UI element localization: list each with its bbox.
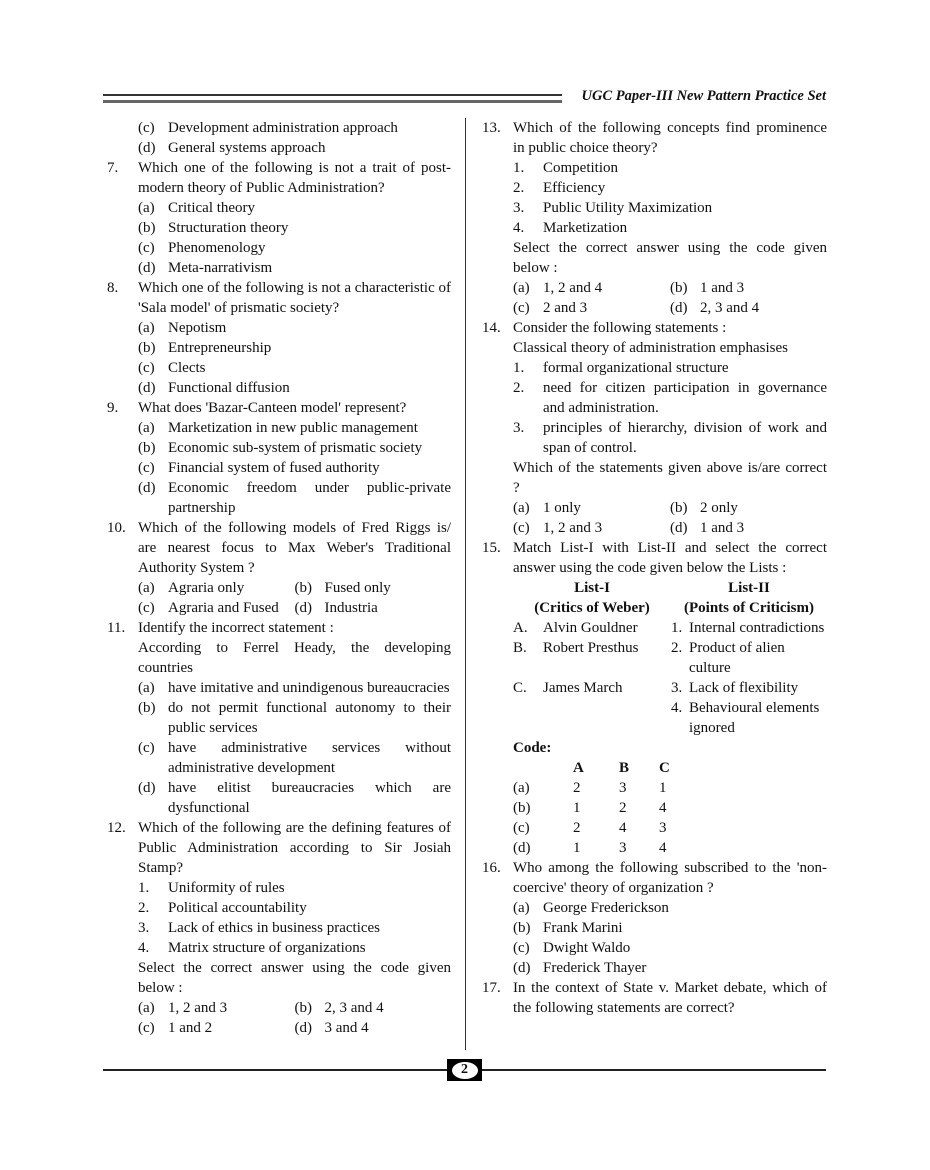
code-cell: 4 [659,840,667,856]
question-text: Which one of the following is not a characteristic of 'Sala model' of prismatic society? [138,280,451,316]
option [295,998,452,1018]
option-text: Dwight Waldo [543,940,631,956]
list-2-label: 2. [671,640,683,656]
option [670,278,827,298]
list-1-item [513,638,671,678]
option [295,578,452,598]
list-1-text: Robert Presthus [543,640,639,656]
question-text: Match List-I with List-II and select the correct answer using the code given below the Lists : [513,540,827,576]
option-text: have administrative services without administrative development [168,740,451,776]
question [107,398,451,518]
code-cell: 1 [573,800,581,816]
code-cell: (c) [513,820,530,836]
option-text: Political accountability [168,900,307,916]
option-text: General systems approach [168,140,326,156]
option-label: (c) [138,740,155,756]
option [138,318,451,338]
option-text: need for citizen participation in governance and administration. [543,380,827,416]
list-1-item [513,678,671,698]
question-text: In the context of State v. Market debate, which of the following statements are correct? [513,980,827,1016]
option [138,438,451,458]
column-divider [465,118,466,1050]
option-text: 2 and 3 [543,300,588,316]
option [513,938,827,958]
option-text: Economic sub-system of prismatic society [168,440,423,456]
option-text: Frank Marini [543,920,623,936]
option [138,198,451,218]
option [295,1018,452,1038]
option-text: Fused only [324,580,391,596]
option [138,698,451,738]
option-text: Financial system of fused authority [168,460,380,476]
option-list [138,878,451,958]
match-table [513,578,827,738]
list-1-item [513,618,671,638]
option-label: (a) [513,500,530,516]
list-2-label: 4. [671,700,683,716]
option-label: (d) [513,960,531,976]
right-column [482,118,827,1018]
option-text: Public Utility Maximization [543,200,713,216]
option [138,478,451,518]
question-number: 10. [107,520,126,536]
question [482,318,827,538]
question-text: Which of the following concepts find prominence in public choice theory? [513,120,827,156]
option-label: (a) [513,280,530,296]
option [138,778,451,818]
option-label: (a) [138,320,155,336]
option [513,498,670,518]
option-label: (a) [138,200,155,216]
question-number: 16. [482,860,501,876]
option [295,598,452,618]
option-label: (b) [670,500,688,516]
option-text: Matrix structure of organizations [168,940,366,956]
question [107,818,451,1038]
question-number: 11. [107,620,126,636]
option [138,378,451,398]
list-1-text: James March [543,680,623,696]
option [138,918,451,938]
option-text: Marketization [543,220,628,236]
option [670,498,827,518]
option-text: Structuration theory [168,220,289,236]
option-label: (c) [138,120,155,136]
left-column [107,118,451,1038]
option-label: (c) [138,240,155,256]
option-label: (d) [138,380,156,396]
question-number: 12. [107,820,126,836]
option-text: Lack of ethics in business practices [168,920,381,936]
code-cell: (d) [513,840,531,856]
option [138,938,451,958]
option-label: (d) [138,140,156,156]
match-row [513,678,827,698]
code-row [513,798,827,818]
option-label: (d) [670,300,688,316]
option-text: Efficiency [543,180,606,196]
option-label: 3. [138,920,150,936]
option-label: 2. [513,380,525,396]
option [138,738,451,778]
list-1-label: C. [513,680,527,696]
code-cell: 1 [573,840,581,856]
option-text: Marketization in new public management [168,420,418,436]
option-label: (a) [138,580,155,596]
list-1-heading: List-I [574,580,610,596]
code-cell: 4 [659,800,667,816]
list-1-label: A. [513,620,528,636]
question-text: Consider the following statements : [513,320,727,336]
option-label: (b) [138,220,156,236]
option [138,118,451,138]
header-rule [103,94,562,96]
option [513,898,827,918]
option-text: Economic freedom under public-private partnership [168,480,451,516]
option [513,158,827,178]
option-label: 1. [513,160,525,176]
option-text: Agraria only [168,580,245,596]
option-text: 1, 2 and 3 [543,520,603,536]
option-label: 3. [513,420,525,436]
option [513,198,827,218]
option [138,218,451,238]
option-text: George Frederickson [543,900,669,916]
option-label: (c) [138,600,155,616]
option [138,258,451,278]
list-2-text: Internal contradictions [689,620,825,636]
option-label: (d) [138,260,156,276]
option-text: Agraria and Fused [168,600,279,616]
question-text: Which one of the following is not a trait of post-modern theory of Public Administration? [138,160,451,196]
question-text: Which of the following are the defining features of Public Administration according to Sir Josiah Stamp? [138,820,451,876]
header-rule [103,100,562,103]
option-text: Uniformity of rules [168,880,285,896]
option-text: Clects [168,360,206,376]
option-text: formal organizational structure [543,360,729,376]
list-1-heading: (Critics of Weber) [534,600,650,616]
option [513,278,670,298]
option [138,418,451,438]
option-text: have elitist bureaucracies which are dysfunctional [168,780,451,816]
option-list [138,418,451,518]
option-label: (c) [138,460,155,476]
option-text: 1 and 3 [700,520,745,536]
option [138,598,295,618]
option-label: (a) [138,420,155,436]
option-label: (d) [138,780,156,796]
list-2-text: Behavioural elements ignored [689,700,820,736]
option-label: (c) [513,300,530,316]
option [670,518,827,538]
option-text: 1 and 3 [700,280,745,296]
question-text: Classical theory of administration emphasises [513,340,788,356]
list-2-text: Product of alien culture [689,640,785,676]
option-text: have imitative and unindigenous bureaucracies [168,680,450,696]
option [138,458,451,478]
option [138,898,451,918]
option-text: Critical theory [168,200,256,216]
option [138,578,295,598]
option [138,138,451,158]
code-cell: 4 [619,820,627,836]
match-header [513,578,827,598]
page-number-badge [447,1059,482,1081]
option [138,238,451,258]
question [482,118,827,318]
option-label: 4. [138,940,150,956]
match-row [513,638,827,678]
option-label: (c) [513,520,530,536]
code-row [513,778,827,798]
question [107,618,451,818]
option-label: (c) [513,940,530,956]
list-1-item [513,698,671,738]
code-row [513,838,827,858]
option-label: (b) [138,700,156,716]
option-text: 2, 3 and 4 [700,300,760,316]
question-text: Who among the following subscribed to the 'non-coercive' theory of organization ? [513,860,827,896]
option-text: 1 only [543,500,581,516]
code-blank [513,758,573,778]
option-label: (d) [138,480,156,496]
option-label: (b) [138,340,156,356]
list-1-label: B. [513,640,527,656]
option-list [513,278,827,318]
option [513,378,827,418]
code-title: Code: [513,740,552,756]
option-text: 3 and 4 [324,1020,369,1036]
question-text: Identify the incorrect statement : [138,620,334,636]
list-1-text: Alvin Gouldner [543,620,638,636]
question-number: 9. [107,400,119,416]
code-cell: 3 [659,820,667,836]
option-text: 1, 2 and 4 [543,280,603,296]
question-number: 14. [482,320,501,336]
question-text: According to Ferrel Heady, the developing countries [138,640,451,676]
option-list [513,498,827,538]
question-text: Select the correct answer using the code given below : [138,960,451,996]
option-label: (d) [294,600,312,616]
page-number: 2 [452,1062,478,1079]
option-text: 1 and 2 [168,1020,213,1036]
match-header [513,598,827,618]
option-label: (d) [294,1020,312,1036]
question [482,858,827,978]
code-cell: 3 [619,780,627,796]
option-label: (b) [294,580,312,596]
list-2-label: 3. [671,680,683,696]
list-2-heading: (Points of Criticism) [684,600,814,616]
option-text: 2, 3 and 4 [324,1000,384,1016]
option [513,218,827,238]
option-text: principles of hierarchy, division of work and span of control. [543,420,827,456]
question-number: 8. [107,280,119,296]
option [513,418,827,458]
list-2-label: 1. [671,620,683,636]
match-row [513,618,827,638]
option [513,918,827,938]
option [138,338,451,358]
option [513,958,827,978]
option-label: (c) [138,1020,155,1036]
option-label: 4. [513,220,525,236]
option [513,298,670,318]
option [513,178,827,198]
option [138,358,451,378]
option-text: Entrepreneurship [168,340,272,356]
running-header: UGC Paper-III New Pattern Practice Set [581,88,826,104]
list-2-item [671,678,827,698]
question-text: Select the correct answer using the code given below : [513,240,827,276]
list-2-heading: List-II [728,580,770,596]
question [107,518,451,618]
option-label: (a) [138,1000,155,1016]
code-column: C [659,760,670,776]
option-label: (b) [513,920,531,936]
option-label: (a) [513,900,530,916]
option-label: (b) [670,280,688,296]
question-text: Which of the following models of Fred Riggs is/ are nearest focus to Max Weber's Traditional Authority System ? [138,520,451,576]
question [107,158,451,278]
option-text: do not permit functional autonomy to their public services [168,700,451,736]
code-column: B [619,760,630,776]
code-cell: 1 [659,780,667,796]
option [513,358,827,378]
code-cell: 2 [573,780,581,796]
option-text: Development administration approach [168,120,398,136]
question-text: What does 'Bazar-Canteen model' represent? [138,400,407,416]
option [138,678,451,698]
option-label: (a) [138,680,155,696]
option-text: Nepotism [168,320,227,336]
option-list [513,898,827,978]
option-label: (c) [138,360,155,376]
code-column: A [573,760,584,776]
option-label: 1. [513,360,525,376]
option [138,1018,295,1038]
option-text: 2 only [700,500,738,516]
list-2-text: Lack of flexibility [689,680,799,696]
question-number: 15. [482,540,501,556]
option-list [513,158,827,238]
option-label: 1. [138,880,150,896]
match-row [513,698,827,738]
option [138,878,451,898]
option-list [138,318,451,398]
option-list [513,358,827,458]
option-text: 1, 2 and 3 [168,1000,228,1016]
question [482,978,827,1018]
question-number: 7. [107,160,119,176]
code-header [513,758,827,778]
option-label: (b) [138,440,156,456]
option-text: Competition [543,160,618,176]
code-cell: 2 [573,820,581,836]
option-text: Functional diffusion [168,380,290,396]
code-cell: 3 [619,840,627,856]
option-list [138,198,451,278]
option-label: 3. [513,200,525,216]
option-label: (b) [294,1000,312,1016]
question [482,538,827,858]
code-cell: (a) [513,780,530,796]
code-cell: 2 [619,800,627,816]
option-text: Industria [324,600,378,616]
question [107,278,451,398]
question [107,118,451,158]
option-label: 2. [513,180,525,196]
list-2-item [671,618,827,638]
question-number: 13. [482,120,501,136]
question-number: 17. [482,980,501,996]
code-row [513,818,827,838]
option-text: Phenomenology [168,240,266,256]
option-list [138,678,451,818]
option-text: Frederick Thayer [543,960,647,976]
option [670,298,827,318]
option [138,998,295,1018]
option-list [138,998,451,1038]
code-cell: (b) [513,800,531,816]
option-label: 2. [138,900,150,916]
option-text: Meta-narrativism [168,260,273,276]
option-list [138,118,451,158]
list-2-item [671,698,827,738]
option [513,518,670,538]
question-text: Which of the statements given above is/are correct ? [513,460,827,496]
option-list [138,578,451,618]
list-2-item [671,638,827,678]
option-label: (d) [670,520,688,536]
